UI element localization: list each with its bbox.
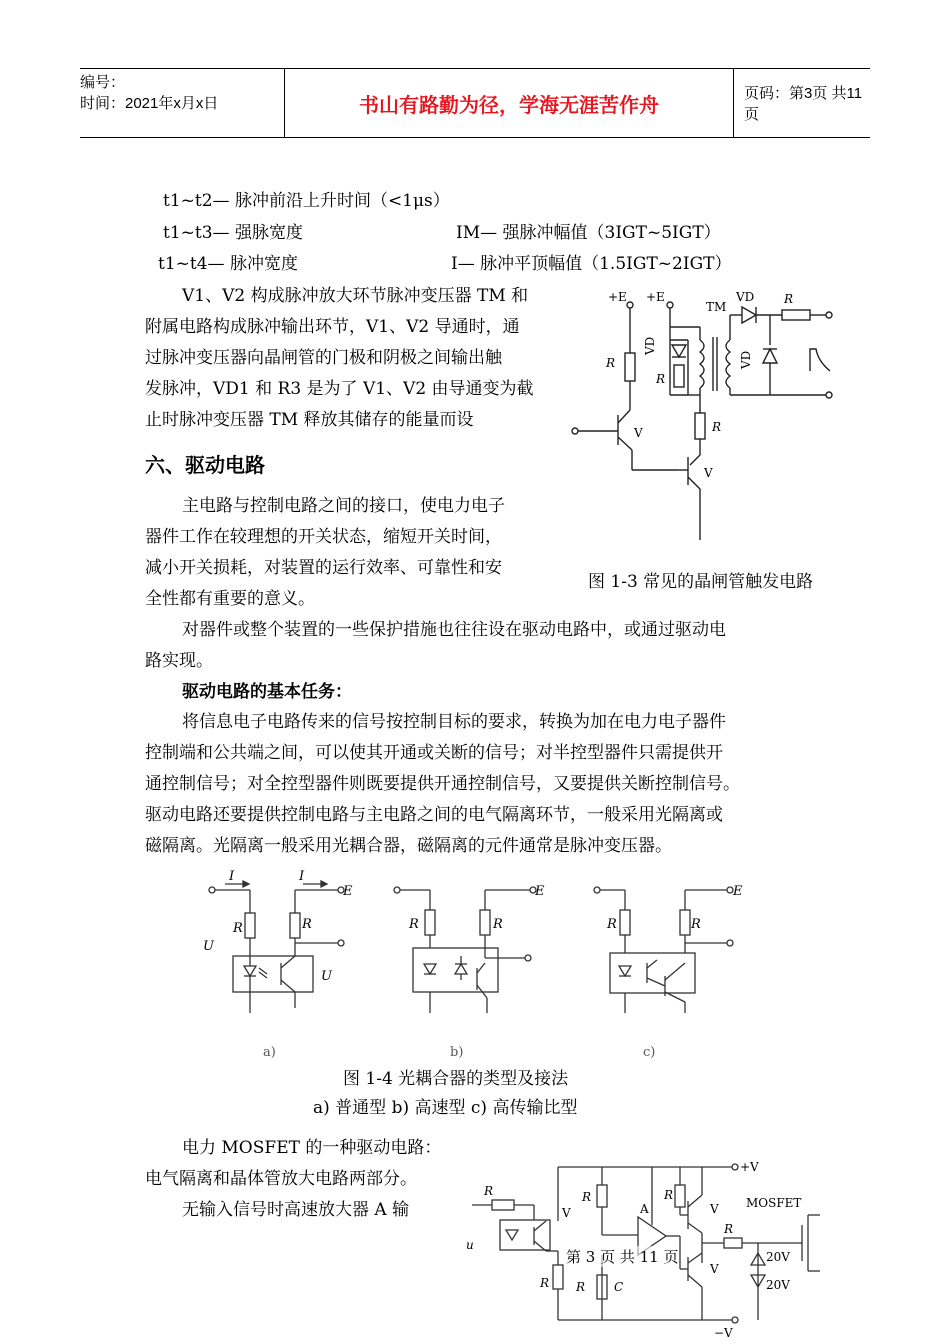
label-vd3: VD [739,350,753,369]
fig14a-id: I [229,869,235,884]
label-v2: V [704,466,713,480]
para1-line: 附属电路构成脉冲输出环节，V1、V2 导通时，通 [145,317,520,337]
para4-line: 将信息电子电路传来的信号按控制目标的要求，转换为加在电力电子器件 [182,712,726,732]
mosfet-label: MOSFET [746,1196,802,1210]
def-2-right: IM— 强脉冲幅值（3IGT~5IGT） [456,223,721,243]
mosfet-amp-a: A [640,1202,649,1216]
label-tm: TM [706,300,727,314]
fig14a-uin: U [203,939,214,954]
para3-line: 对器件或整个装置的一些保护措施也往往设在驱动电路中，或通过驱动电 [182,620,726,640]
mosfet-r1: R [484,1184,494,1198]
mosfet-r5: R [664,1188,674,1202]
para2-line: 器件工作在较理想的开关状态，缩短开关时间， [145,527,502,547]
mosfet-vcc: +V [740,1160,759,1174]
mosfet-c1: C [614,1280,624,1294]
fig14a-ic: I [299,869,305,884]
label-r4: R [784,292,794,306]
para5-line: 电气隔离和晶体管放大电路两部分。 [145,1169,417,1189]
fig14a-r: R [233,921,243,936]
mosfet-rg: R [724,1222,734,1236]
para1-line: V1、V2 构成脉冲放大环节脉冲变压器 TM 和 [182,286,529,306]
mosfet-ui: u [466,1238,474,1252]
para1-line: 过脉冲变压器向晶闸管的门极和阴极之间输出触 [145,348,502,368]
def-3-left: t1~t4— 脉冲宽度 [158,254,298,274]
date-label: 时间：2021年x月x日 [80,95,219,112]
fig14-label-c: c) [643,1045,656,1060]
para5-line: 无输入信号时高速放大器 A 输 [182,1200,410,1220]
para1-line: 发脉冲，VD1 和 R3 是为了 V1、V2 由导通变为截 [145,379,534,399]
mosfet-v3: V [710,1262,719,1276]
mosfet-v1: V [562,1206,571,1220]
task-title: 驱动电路的基本任务： [182,682,352,702]
para2-line: 主电路与控制电路之间的接口，使电力电子 [182,496,505,516]
page-header [80,68,870,138]
fig14a-e: E [343,884,353,899]
para5-line: 电力 MOSFET 的一种驱动电路： [182,1138,442,1158]
optocoupler-diagram [195,868,765,1066]
number-label: 编号： [80,74,126,91]
fig14a-uout: U [321,969,332,984]
mosfet-v2: V [710,1202,719,1216]
para4-line: 通控制信号；对全控型器件则既要提供开通控制信号，又要提供关断控制信号。 [145,774,740,794]
label-r3: R [656,372,666,386]
fig14c-r: R [607,917,617,932]
mosfet-vee: −V [714,1326,733,1340]
page-footer: 第 3 页 共 11 页 [566,1248,679,1266]
label-r1: R [606,356,616,370]
page-label: 页码：第3页 共11页 [744,85,863,123]
para2-line: 减小开关损耗，对装置的运行效率、可靠性和安 [145,558,502,578]
para2-line: 全性都有重要的意义。 [145,589,315,609]
para4-line: 控制端和公共端之间，可以使其开通或关断的信号；对半控型器件只需提供开 [145,743,723,763]
fig14b-r1: R [493,917,503,932]
fig14-subcaption: a) 普通型 b) 高速型 c) 高传输比型 [313,1098,578,1118]
label-e2: +E [646,290,665,304]
label-r2: R [712,420,722,434]
def-3-right: I— 脉冲平顶幅值（1.5IGT~2IGT） [451,254,732,274]
mosfet-z1: 20V [766,1250,790,1264]
fig14a-r1: R [302,917,312,932]
para4-line: 磁隔离。光隔离一般采用光耦合器，磁隔离的元件通常是脉冲变压器。 [145,836,672,856]
def-2-left: t1~t3— 强脉宽度 [163,223,303,243]
fig14b-e: E [535,884,545,899]
mosfet-z2: 20V [766,1278,790,1292]
fig13-caption: 图 1-3 常见的晶闸管触发电路 [588,572,814,592]
label-e1: +E [608,290,627,304]
def-1-left: t1~t2— 脉冲前沿上升时间（<1μs） [163,191,450,211]
mosfet-r2: R [540,1276,550,1290]
label-v1: V [634,426,643,440]
mosfet-r4: R [576,1280,586,1294]
fig14c-e: E [733,884,743,899]
fig14c-r1: R [691,917,701,932]
label-vd1: VD [643,336,657,355]
mosfet-r3: R [582,1190,592,1204]
header-left [80,69,284,140]
fig14b-r: R [409,917,419,932]
fig14-label-a: a) [263,1045,276,1060]
para1-line: 止时脉冲变压器 TM 释放其储存的能量而设 [145,410,474,430]
fig14-label-b: b) [450,1045,464,1060]
fig14-caption: 图 1-4 光耦合器的类型及接法 [343,1069,569,1089]
thyristor-trigger-circuit [570,285,860,550]
para3-line: 路实现。 [145,651,213,671]
label-vd2: VD [736,290,755,304]
para4-line: 驱动电路还要提供控制电路与主电路之间的电气隔离环节，一般采用光隔离或 [145,805,723,825]
section-title: 六、驱动电路 [145,453,265,477]
motto: 书山有路勤为径，学海无涯苦作舟 [284,69,734,137]
